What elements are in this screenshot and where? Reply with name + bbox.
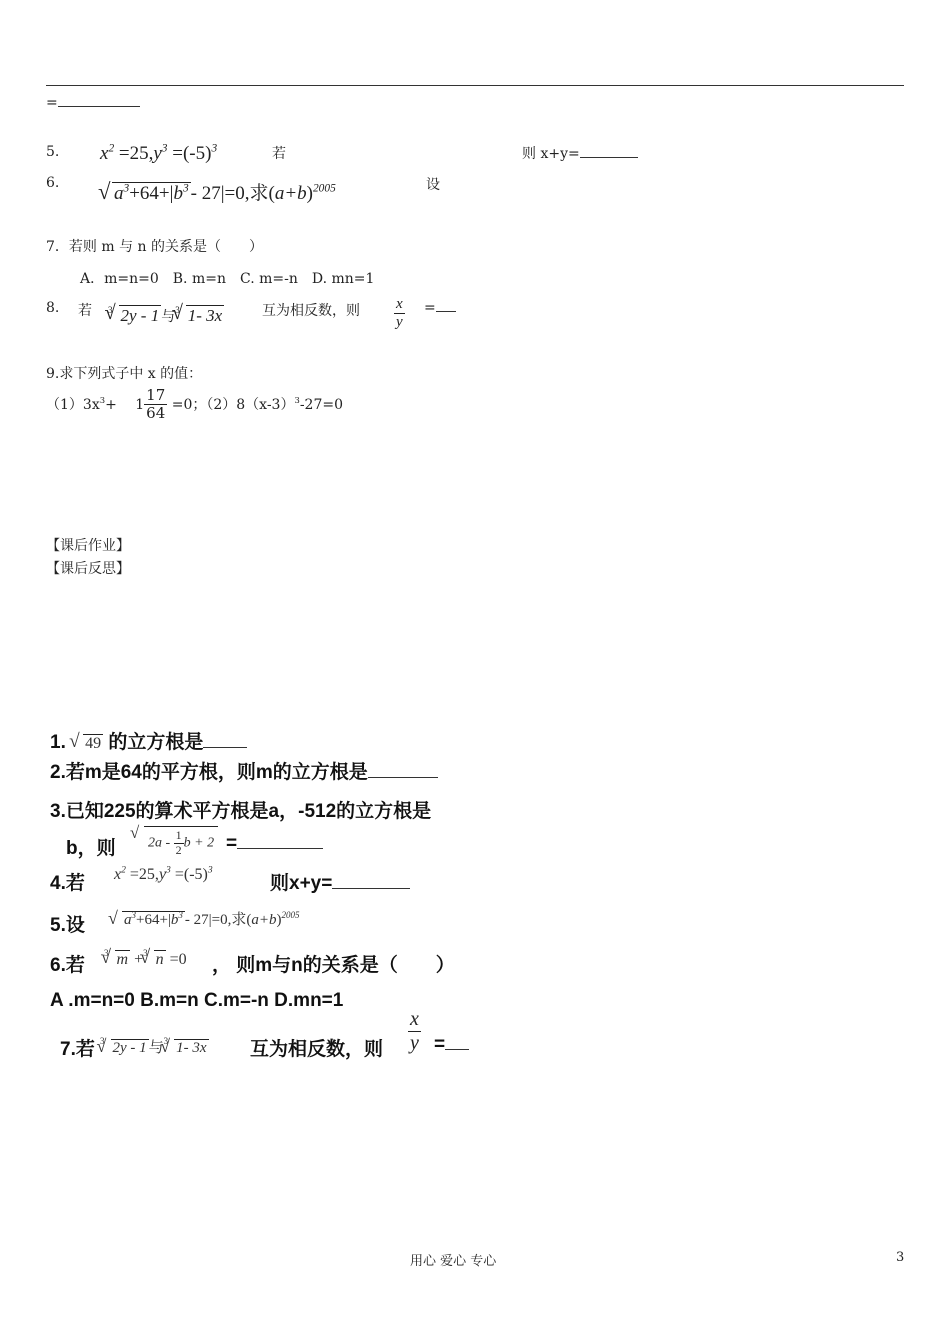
b6-options: A .m=n=0 B.m=n C.m=-n D.mn=1 bbox=[50, 990, 344, 1011]
q8-answer: = bbox=[424, 300, 456, 316]
q5-answer: 则 x+y= bbox=[522, 143, 638, 163]
q9-equations: $(1)3x^3+ 1$ $\frac{17}{64}$ =0；$(2)8(x-3)^3-27=0$ bbox=[46, 386, 343, 423]
q5-number: 5. bbox=[46, 144, 60, 160]
q7-options: A．m=n=0 B. m=n C. m=-n D. mn=1 bbox=[80, 271, 375, 287]
footer-motto: 用心 爱心 专心 bbox=[410, 1254, 497, 1269]
b3-question-line1: 3.已知225的算术平方根是a，-512的立方根是 bbox=[50, 801, 432, 822]
page-number: 3 bbox=[896, 1250, 905, 1265]
b7-expression: $^3$√ 2y - 1 与$^3$√ 1- 3x bbox=[100, 1036, 209, 1057]
q8-ruo: 若 bbox=[78, 303, 92, 319]
reflection-heading: 【课后反思】 bbox=[46, 561, 130, 577]
q8-number: 8. bbox=[46, 300, 60, 316]
answer-blank bbox=[237, 848, 323, 849]
homework-heading: 【课后作业】 bbox=[46, 538, 130, 554]
b3-expression: √ 2a - $\frac{1}{2}$ b + 2 bbox=[132, 826, 218, 860]
q8-expression: $^3$√ 2y - 1 与$^3$√ 1- 3x bbox=[108, 305, 224, 326]
b7-answer: = bbox=[434, 1034, 469, 1056]
sqrt-symbol: √ $a^3+64+|b^3$ bbox=[100, 182, 191, 205]
header-rule bbox=[46, 85, 904, 86]
q6-expression: √ $a^3+64+|b^3 - 27|=0$,求$(a+b)^{2005}$ bbox=[100, 178, 336, 205]
b3-answer: = bbox=[226, 833, 323, 855]
b5-label: 5.设 bbox=[50, 915, 85, 936]
answer-blank bbox=[58, 106, 140, 107]
b1-question: 1. √ 49 的立方根是 bbox=[50, 727, 247, 754]
q8-tail: 互为相反数，则 bbox=[262, 303, 360, 319]
b7-fraction: $\frac{x}{y}$ bbox=[410, 1008, 419, 1054]
answer-blank bbox=[332, 888, 410, 889]
answer-blank bbox=[445, 1049, 469, 1050]
b3-question-line2: b，则 bbox=[66, 838, 116, 859]
q5-expression: $x^2 =25,y^3 =(-5)^3$ bbox=[100, 142, 218, 164]
answer-blank bbox=[368, 777, 438, 778]
b6-expression: $^3$√ m +$^3$√ n =0 bbox=[104, 950, 187, 969]
b2-question: 2.若m是64的平方根，则m的立方根是 bbox=[50, 757, 438, 784]
answer-blank bbox=[203, 747, 247, 748]
b7-label: 7.若 bbox=[60, 1039, 95, 1060]
q6-she: 设 bbox=[426, 177, 440, 193]
top-equation-tail: = bbox=[46, 95, 140, 111]
answer-blank bbox=[436, 311, 456, 312]
b7-tail: 互为相反数，则 bbox=[250, 1039, 384, 1060]
q5-ruo: 若 bbox=[272, 146, 286, 162]
q7-question: 7．若则 m 与 n 的关系是（ ） bbox=[46, 239, 263, 255]
q6-number: 6. bbox=[46, 175, 60, 191]
b6-label: 6.若 bbox=[50, 955, 85, 976]
b4-expression: $x^2 =25,y^3 =(-5)^3$ bbox=[114, 864, 213, 883]
b6-tail: ， 则m与n的关系是（ ） bbox=[212, 955, 455, 976]
q9-title: 9.求下列式子中 x 的值： bbox=[46, 366, 203, 382]
b4-answer: 则x+y= bbox=[270, 868, 410, 895]
q8-fraction: $\frac{x}{y}$ bbox=[396, 296, 403, 331]
b4-label: 4.若 bbox=[50, 873, 85, 894]
answer-blank bbox=[580, 157, 638, 158]
b5-expression: √ $a^3+64+|b^3 - 27|=0$,求$(a+b)^{2005}$ bbox=[110, 908, 300, 929]
